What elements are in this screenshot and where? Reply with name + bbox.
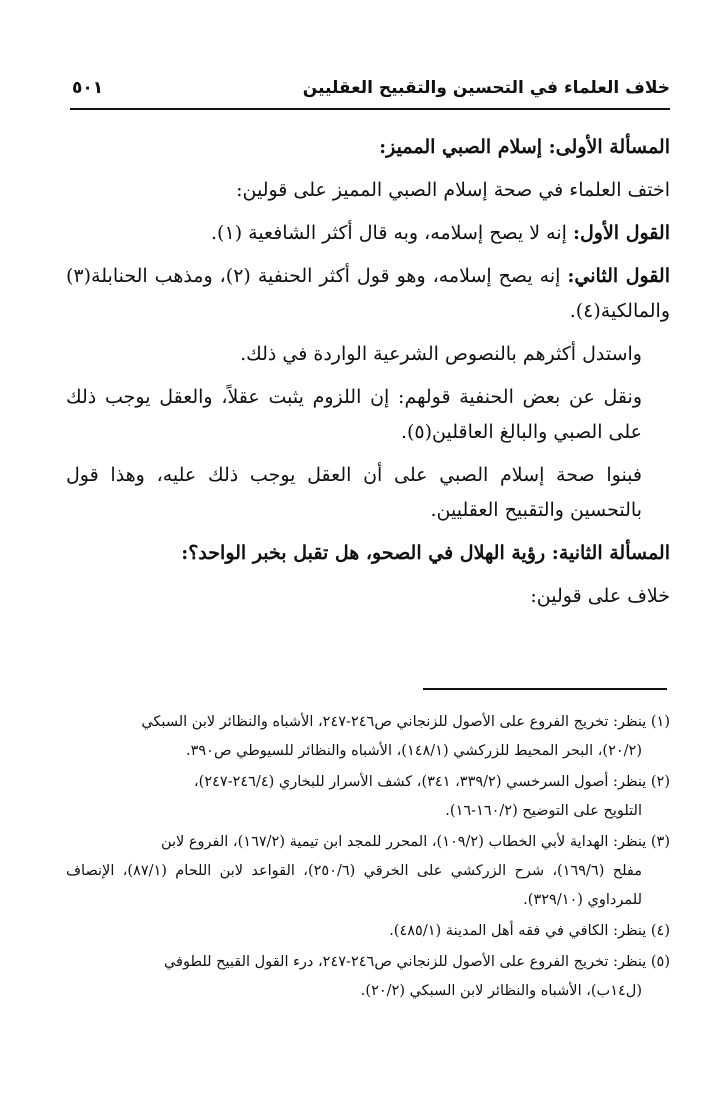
- footnotes: [66, 708, 670, 1008]
- footnote-line: (١) ينظر: تخريج الفروع على الأصول للزنجاني ص٢٤٦-٢٤٧، الأشباه والنظائر لابن السبكي: [141, 714, 670, 730]
- first-opinion-text: إنه لا يصح إسلامه، وبه قال أكثر الشافعية (١).: [211, 222, 567, 244]
- second-opinion-label: القول الثاني:: [567, 265, 670, 287]
- second-opinion: [66, 259, 670, 329]
- main-text: [66, 130, 670, 614]
- page-number: ٥٠١: [72, 78, 104, 98]
- second-opinion-text: إنه يصح إسلامه، وهو قول أكثر الحنفية (٢)، ومذهب الحنابلة(٣) والمالكية(٤).: [66, 265, 670, 322]
- issue-one-heading: المسألة الأولى: إسلام الصبي المميز:: [379, 136, 670, 158]
- footnote-2: [66, 768, 670, 826]
- first-opinion: [66, 216, 670, 251]
- paragraph-intro: اختف العلماء في صحة إسلام الصبي المميز على قولين:: [236, 179, 670, 201]
- footnote-continuation: (ل١٤ب)، الأشباه والنظائر لابن السبكي (٢٠/٢).: [360, 983, 642, 999]
- footnote-continuation: التلويح على التوضيح (١٦٠/٢-١٦).: [445, 803, 642, 819]
- paragraph-two-opinions: خلاف على قولين:: [530, 585, 670, 607]
- footnote-line: (٤) ينظر: الكافي في فقه أهل المدينة (٤٨٥/١).: [389, 923, 670, 939]
- paragraph-evidence: واستدل أكثرهم بالنصوص الشرعية الواردة في ذلك.: [240, 343, 642, 365]
- issue-two-heading: المسألة الثانية: رؤية الهلال في الصحو، هل تقبل بخبر الواحد؟:: [181, 542, 670, 564]
- footnote-3: [66, 828, 670, 915]
- footnote-line: (٣) ينظر: الهداية لأبي الخطاب (١٠٩/٢)، المحرر للمجد ابن تيمية (١٦٧/٢)، الفروع لابن: [160, 834, 670, 850]
- footnote-divider: [423, 688, 667, 690]
- footnote-line: (٢) ينظر: أصول السرخسي (٣٣٩/٢، ٣٤١)، كشف الأسرار للبخاري (٢٤٦/٤-٢٤٧)،: [193, 774, 670, 790]
- paragraph-conclusion: فبنوا صحة إسلام الصبي على أن العقل يوجب ذلك عليه، وهذا قول بالتحسين والتقبيح العقليين.: [66, 464, 642, 521]
- footnote-1: [66, 708, 670, 766]
- running-header: [70, 72, 670, 110]
- footnote-continuation: مفلح (١٦٩/٦)، شرح الزركشي على الخرقي (٢٥٠/٦)، القواعد لابن اللحام (٨٧/١)، الإنصاف للمرداوي (٣٢٩/١٠).: [66, 863, 642, 908]
- footnote-4: [66, 917, 670, 946]
- paragraph-hanafi: ونقل عن بعض الحنفية قولهم: إن اللزوم يثبت عقلاً، والعقل يوجب ذلك على الصبي والبالغ العاقلين(٥).: [66, 386, 642, 443]
- footnote-line: (٥) ينظر: تخريج الفروع على الأصول للزنجاني ص٢٤٦-٢٤٧، درء القول القبيح للطوفي: [163, 954, 670, 970]
- first-opinion-label: القول الأول:: [572, 222, 670, 244]
- footnote-continuation: (٢٠/٢)، البحر المحيط للزركشي (١٤٨/١)، الأشباه والنظائر للسيوطي ص٣٩٠.: [185, 743, 642, 759]
- footnote-5: [66, 948, 670, 1006]
- running-title: خلاف العلماء في التحسين والتقبيح العقليين: [302, 78, 670, 98]
